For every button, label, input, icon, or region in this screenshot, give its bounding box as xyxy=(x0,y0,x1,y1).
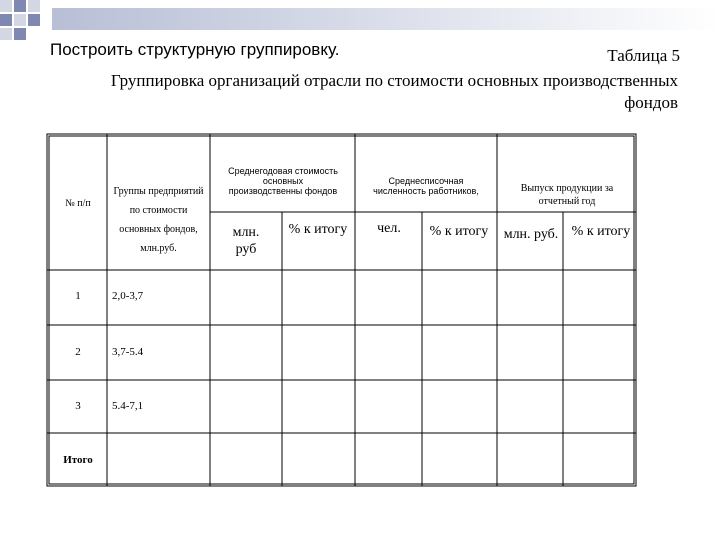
header-workers: Среднесписочная численность работников, xyxy=(373,176,479,196)
row-group: 2,0-3,7 xyxy=(112,290,144,302)
header-number: № п/п xyxy=(65,198,91,209)
row-number: 1 xyxy=(75,290,81,302)
row-group: 3,7-5.4 xyxy=(112,346,144,358)
table-caption: Группировка организаций отрасли по стоимости основных производственных фондов xyxy=(110,71,678,112)
header-output-unit: млн. руб. xyxy=(503,227,559,242)
row-number: 3 xyxy=(75,400,81,412)
table-number: Таблица 5 xyxy=(607,46,680,65)
header-output: Выпуск продукции за отчетный год xyxy=(520,183,614,207)
total-label: Итого xyxy=(63,454,93,466)
header-cost: Среднегодовая стоимость основных производственны фондов xyxy=(228,166,338,196)
row-number: 2 xyxy=(75,346,81,358)
slide-heading: Построить структурную группировку. xyxy=(50,40,340,59)
header-groups: Группы предприятий по стоимости основных фондов, млн.руб. xyxy=(113,186,204,254)
header-workers-pct: % к итогу xyxy=(429,224,489,239)
header-workers-unit: чел. xyxy=(377,221,401,236)
row-group: 5.4-7,1 xyxy=(112,400,144,412)
header-cost-unit: млн. руб xyxy=(232,225,260,257)
header-output-pct: % к итогу xyxy=(571,224,631,239)
header-cost-pct: % к итогу xyxy=(288,222,348,237)
